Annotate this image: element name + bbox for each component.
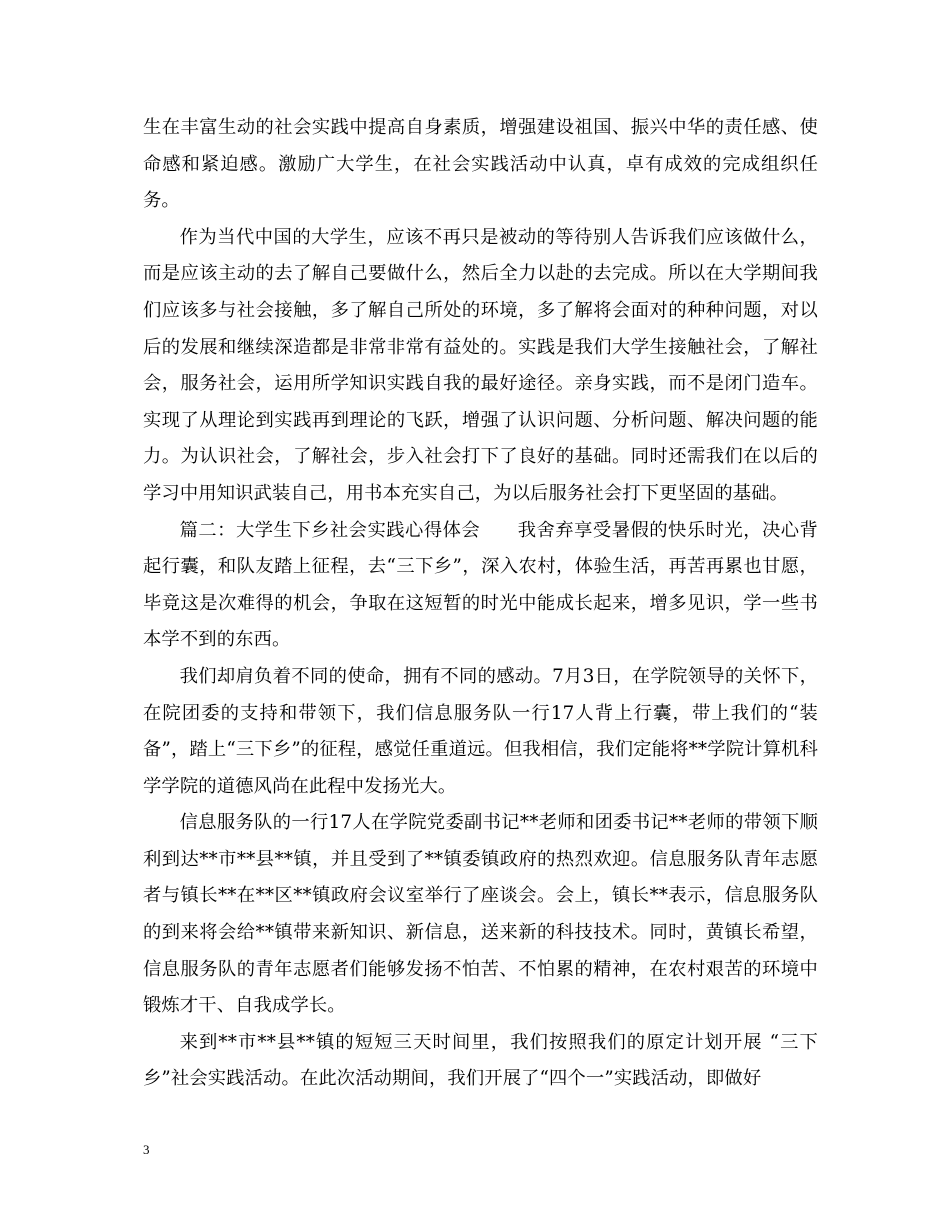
paragraph-3: 篇二：大学生下乡社会实践心得体会 我舍弃享受暑假的快乐时光，决心背起行囊，和队友踏上征程，去“三下乡”，深入农村，体验生活，再苦再累也甘愿，毕竟这是次难得的机会，争取在这短暂的时光中能成长起来，增多见识，学一些书本学不到的东西。 <box>143 519 818 651</box>
paragraph-6: 来到**市**县**镇的短短三天时间里，我们按照我们的原定计划开展 “三下乡”社会实践活动。在此次活动期间，我们开展了“四个一”实践活动，即做好 <box>143 1031 818 1090</box>
paragraph-1: 生在丰富生动的社会实践中提高自身素质，增强建设祖国、振兴中华的责任感、使命感和紧迫感。激励广大学生，在社会实践活动中认真，卓有成效的完成组织任务。 <box>143 117 818 212</box>
paragraph-2: 作为当代中国的大学生，应该不再只是被动的等待别人告诉我们应该做什么，而是应该主动的去了解自己要做什么，然后全力以赴的去完成。所以在大学期间我们应该多与社会接触，多了解自己所处的环境，多了解将会面对的种种问题，对以后的发展和继续深造都是非常非常有益处的。实践是我们大学生接触社会，了解社会，服务社会，运用所学知识实践自我的最好途径。亲身实践，而不是闭门造车。实现了从理论到实践再到理论的飞跃，增强了认识问题、分析问题、解决问题的能力。为认识社会，了解社会，步入社会打下了良好的基础。同时还需我们在以后的学习中用知识武装自己，用书本充实自己，为以后服务社会打下更坚固的基础。 <box>143 226 818 504</box>
document-body <box>143 110 818 1098</box>
paragraph-5: 信息服务队的一行17人在学院党委副书记**老师和团委书记**老师的带领下顺利到达**市**县**镇，并且受到了**镇委镇政府的热烈欢迎。信息服务队青年志愿者与镇长**在**区**镇政府会议室举行了座谈会。会上，镇长**表示，信息服务队的到来将会给**镇带来新知识、新信息，送来新的科技技术。同时，黄镇长希望，信息服务队的青年志愿者们能够发扬不怕苦、不怕累的精神，在农村艰苦的环境中锻炼才干、自我成学长。 <box>143 812 818 1017</box>
page-number: 3 <box>143 1142 150 1157</box>
paragraph-4: 我们却肩负着不同的使命，拥有不同的感动。7月3日，在学院领导的关怀下，在院团委的支持和带领下，我们信息服务队一行17人背上行囊，带上我们的“装备”，踏上“三下乡”的征程，感觉任重道远。但我相信，我们定能将**学院计算机科学学院的道德风尚在此程中发扬光大。 <box>143 665 818 797</box>
